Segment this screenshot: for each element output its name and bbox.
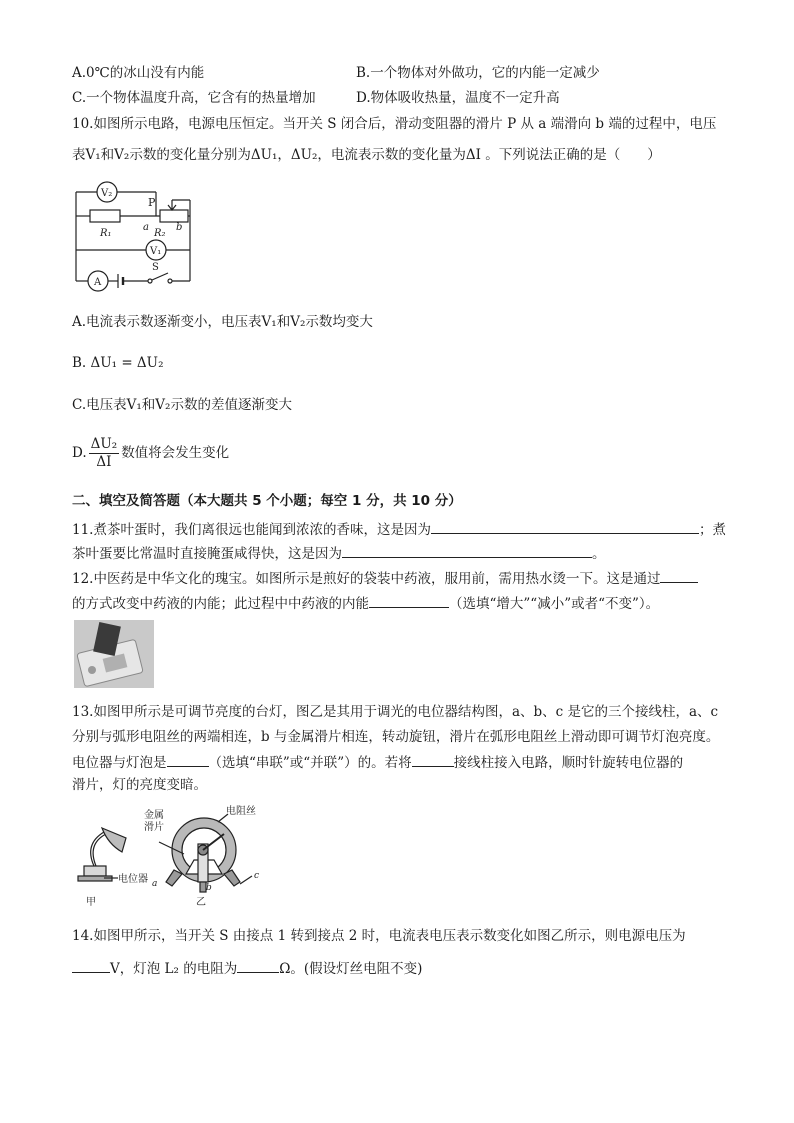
q10-option-d bbox=[72, 436, 229, 471]
q11-answer-blank-2[interactable] bbox=[342, 543, 592, 558]
q14-text-2: Ω。(假设灯丝电阻不变) bbox=[279, 961, 423, 977]
delta-fraction bbox=[89, 436, 120, 471]
q14-line2 bbox=[72, 958, 422, 978]
figure-jia-label: 甲 bbox=[86, 897, 96, 908]
fraction-numerator: ΔU₂ bbox=[90, 436, 118, 452]
q12-text-2: 的方式改变中药液的内能；此过程中中药液的内能 bbox=[72, 596, 369, 612]
q13-lamp-potentiometer-figure bbox=[74, 804, 274, 910]
q11-text-2: ；煮 bbox=[698, 522, 726, 538]
q9-option-d: D.物体吸收热量，温度不一定升高 bbox=[356, 90, 560, 106]
metal-slider-label-1: 金属 bbox=[144, 810, 164, 821]
q11-answer-blank-1[interactable] bbox=[431, 519, 699, 534]
q10-stem-line2: 表V₁和V₂示数的变化量分别为ΔU₁，ΔU₂，电流表示数的变化量为ΔI 。下列说法正确的是（ ） bbox=[72, 147, 661, 163]
option-d-suffix: 数值将会发生变化 bbox=[121, 445, 230, 461]
q13-answer-blank-2[interactable] bbox=[412, 752, 454, 767]
q11-line1 bbox=[72, 519, 726, 539]
q11-text-3: 茶叶蛋要比常温时直接腌蛋咸得快，这是因为 bbox=[72, 546, 342, 562]
q14-answer-blank-1[interactable] bbox=[72, 958, 110, 973]
figure-yi-label: 乙 bbox=[196, 897, 206, 908]
q14-text-1: V，灯泡 L₂ 的电阻为 bbox=[110, 961, 238, 977]
q9-option-c: C.一个物体温度升高，它含有的热量增加 bbox=[72, 90, 316, 106]
metal-slider-label-2: 滑片 bbox=[144, 822, 164, 833]
q12-answer-blank-2[interactable] bbox=[369, 593, 449, 608]
q13-text-1: 电位器与灯泡是 bbox=[72, 755, 167, 771]
r2-label: R₂ bbox=[154, 228, 166, 239]
potentiometer-label: 电位器 bbox=[118, 874, 148, 885]
option-d-prefix: D. bbox=[72, 445, 87, 461]
q11-text-4: 。 bbox=[592, 546, 606, 562]
q9-option-a: A.0℃的冰山没有内能 bbox=[72, 65, 205, 81]
q11-text-1: 11.煮茶叶蛋时，我们离很远也能闻到浓浓的香味，这是因为 bbox=[72, 522, 431, 538]
q13-text-2: （选填“串联”或“并联”）的。若将 bbox=[208, 755, 412, 771]
q12-text-1: 12.中医药是中华文化的瑰宝。如图所示是煎好的袋装中药液，服用前，需用热水烫一下。这是通过 bbox=[72, 571, 661, 587]
q10-option-b: B. ΔU₁ = ΔU₂ bbox=[72, 355, 164, 371]
p-label: P bbox=[148, 196, 156, 209]
q10-option-c: C.电压表V₁和V₂示数的差值逐渐变大 bbox=[72, 397, 292, 413]
q12-line2 bbox=[72, 593, 659, 613]
q12-answer-blank-1[interactable] bbox=[660, 568, 698, 583]
terminal-a-label: a bbox=[152, 879, 158, 889]
q12-text-3: （选填“增大”“减小”或者“不变”）。 bbox=[449, 596, 660, 612]
v2-label: V₂ bbox=[101, 188, 113, 199]
terminal-c-label: c bbox=[254, 871, 260, 881]
q13-line2: 分别与弧形电阻丝的两端相连，b 与金属滑片相连，转动旋钮，滑片在弧形电阻丝上滑动即可调节灯泡亮度。 bbox=[72, 729, 720, 745]
ammeter-label: A bbox=[94, 277, 102, 288]
q13-line4: 滑片，灯的亮度变暗。 bbox=[72, 777, 207, 793]
fraction-denominator: ΔI bbox=[96, 454, 112, 470]
q14-answer-blank-2[interactable] bbox=[237, 958, 279, 973]
q12-line1 bbox=[72, 568, 698, 588]
q13-answer-blank-1[interactable] bbox=[167, 752, 209, 767]
s-label: S bbox=[152, 262, 159, 273]
b-label: b bbox=[176, 222, 183, 233]
r1-label: R₁ bbox=[100, 228, 112, 239]
resistance-wire-label: 电阻丝 bbox=[226, 806, 256, 817]
q10-stem-line1: 10.如图所示电路，电源电压恒定。当开关 S 闭合后，滑动变阻器的滑片 P 从 a 端滑向 b 端的过程中，电压 bbox=[72, 116, 717, 132]
q14-line1: 14.如图甲所示，当开关 S 由接点 1 转到接点 2 时，电流表电压表示数变化如图乙所示，则电源电压为 bbox=[72, 928, 686, 944]
a-label: a bbox=[143, 222, 149, 233]
section-heading: 二、填空及简答题（本大题共 5 个小题；每空 1 分，共 10 分） bbox=[72, 493, 462, 509]
v1-label: V₁ bbox=[150, 246, 162, 257]
q13-line1: 13.如图甲所示是可调节亮度的台灯，图乙是其用于调光的电位器结构图，a、b、c 是它的三个接线柱，a、c bbox=[72, 704, 719, 720]
q13-line3 bbox=[72, 752, 683, 772]
terminal-b-label: b bbox=[206, 883, 212, 893]
q10-option-a: A.电流表示数逐渐变小，电压表V₁和V₂示数均变大 bbox=[72, 314, 373, 330]
q13-text-3: 接线柱接入电路，顺时针旋转电位器的 bbox=[453, 755, 684, 771]
q10-circuit-diagram bbox=[72, 178, 194, 296]
q11-line2 bbox=[72, 543, 606, 563]
q9-option-b: B.一个物体对外做功，它的内能一定减少 bbox=[356, 65, 600, 81]
herbal-medicine-photo bbox=[74, 620, 154, 688]
